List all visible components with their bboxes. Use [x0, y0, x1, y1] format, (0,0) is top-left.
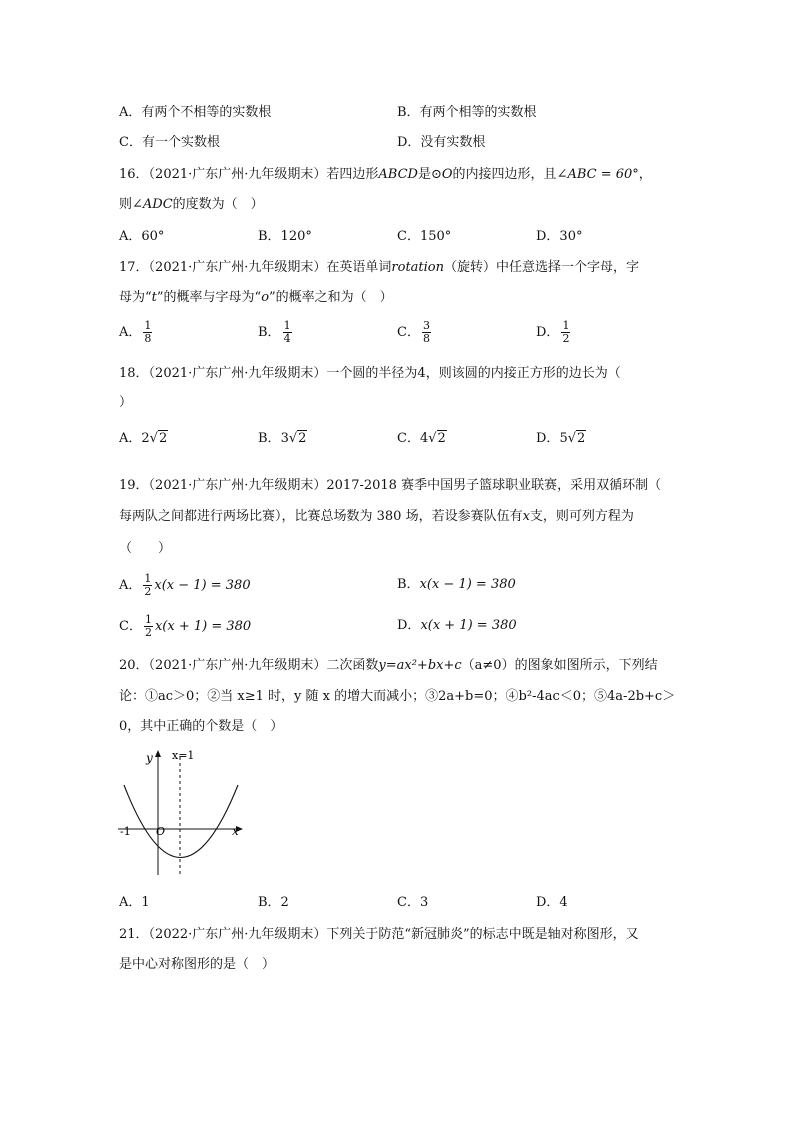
q20-text: 20．（2021·广东广州·九年级期末）二次函数: [119, 658, 379, 673]
q19-line3: （ ）: [119, 541, 172, 556]
option-label: A．: [119, 431, 142, 446]
denominator: 8: [144, 332, 152, 345]
radicand: 2: [577, 431, 586, 446]
q20-line2: 论：①ac＞0；②当 x≥1 时，y 随 x 的增大而减小；③2a+b=0；④b²-4ac＜0；⑤4a-2b+c＞: [119, 689, 676, 704]
y-axis-arrow: [155, 750, 161, 757]
q19-line2: [119, 508, 634, 526]
q17-line1: [119, 259, 639, 277]
q18-option-a: [119, 430, 168, 448]
radicand: 2: [158, 431, 168, 446]
q16-line1: [119, 166, 652, 184]
q15-option-a: A．有两个不相等的实数根: [119, 105, 272, 120]
option-label: C．: [397, 431, 420, 446]
radicand: 2: [437, 431, 446, 446]
q16-text: 的内接四边形，且: [452, 167, 557, 182]
q16-text: 是: [417, 167, 431, 182]
sqrt: √2: [428, 431, 446, 446]
expression: x(x + 1) = 380: [420, 618, 517, 633]
fraction: [422, 320, 431, 345]
parabola-curve: [124, 785, 238, 858]
q17-text: 母为“: [119, 290, 152, 305]
numerator: 1: [144, 613, 152, 626]
sqrt: √2: [567, 431, 586, 446]
q17-text: ”的概率之和为（ ）: [269, 290, 393, 305]
q16-text: 则: [119, 197, 133, 212]
coefficient: 3: [280, 431, 289, 446]
denominator: 8: [422, 332, 430, 345]
q19-variable-x: x: [522, 509, 530, 524]
option-label: A．: [119, 578, 142, 593]
numerator: 1: [562, 319, 570, 332]
sqrt: √2: [149, 431, 168, 446]
q16-option-d: D．30°: [536, 229, 583, 244]
q20-option-a: A．1: [119, 895, 150, 910]
q16-option-a: A．60°: [119, 229, 165, 244]
q17-option-a: [119, 320, 154, 345]
q18-option-d: [536, 430, 586, 448]
q19-text: 每两队之间都进行两场比赛），比赛总场数为 380 场，若设参赛队伍有: [119, 509, 523, 524]
q19-line1: 19．（2021·广东广州·九年级期末）2017-2018 赛季中国男子篮球职业联赛，采用双循环制（: [119, 478, 662, 493]
q18-radius: 4: [417, 366, 426, 381]
q17-text: （旋转）中任意选择一个字母，字: [444, 260, 640, 275]
origin-label: O: [156, 825, 166, 838]
denominator: 4: [283, 332, 291, 345]
coefficient: 5: [559, 431, 568, 446]
option-label: B．: [258, 325, 281, 340]
y-axis-label: y: [146, 751, 153, 765]
q17-letter-t: t: [151, 290, 157, 305]
numerator: 1: [283, 319, 291, 332]
fraction: [143, 320, 152, 345]
q20-option-d: D．4: [536, 895, 568, 910]
numerator: 1: [144, 319, 152, 332]
fraction: [144, 614, 153, 639]
option-label: B．: [397, 577, 420, 592]
option-label: D．: [397, 618, 421, 633]
q16-text: 的度数为（ ）: [172, 197, 264, 212]
q19-option-d: [397, 617, 517, 635]
radicand: 2: [298, 431, 307, 446]
q20-function: y=ax²+bx+c: [378, 658, 462, 673]
q17-line2: [119, 289, 393, 307]
q15-option-c: C．有一个实数根: [119, 135, 220, 150]
q16-line2: [119, 196, 264, 214]
q17-option-b: [258, 320, 294, 345]
coefficient: 2: [141, 431, 150, 446]
q20-option-b: B．2: [258, 895, 289, 910]
q20-line3: 0，其中正确的个数是（ ）: [119, 719, 284, 734]
symmetry-line-label: x=1: [172, 749, 195, 762]
x-axis-label: x: [232, 824, 239, 838]
expression: x(x + 1) = 380: [154, 619, 252, 634]
q17-text: 17．（2021·广东广州·九年级期末）在英语单词: [119, 260, 392, 275]
option-label: C．: [119, 619, 142, 634]
q19-option-a: [119, 573, 251, 598]
q16-angle-abc: ∠ABC = 60°: [556, 167, 639, 182]
option-label: D．: [536, 325, 560, 340]
denominator: 2: [144, 626, 152, 639]
q19-option-c: [119, 614, 251, 639]
q16-text: 16．（2021·广东广州·九年级期末）若四边形: [119, 167, 379, 182]
q20-parabola-graph: [110, 745, 260, 880]
q17-option-d: [536, 320, 572, 345]
q16-angle-adc: ∠ADC: [132, 197, 173, 212]
q17-option-c: [397, 320, 433, 345]
option-label: D．: [536, 431, 560, 446]
denominator: 2: [562, 332, 570, 345]
q20-text: 的图象如图所示，下列结: [514, 658, 658, 673]
q20-line1: [119, 657, 658, 675]
q18-option-c: [397, 430, 447, 448]
q15-option-b: B．有两个相等的实数根: [397, 105, 537, 120]
fraction: [143, 573, 152, 598]
option-label: C．: [397, 325, 420, 340]
q19-text: 支，则可列方程为: [529, 509, 634, 524]
q21-line1: 21．（2022·广东广州·九年级期末）下列关于防范“新冠肺炎”的标志中既是轴对称图形，又: [119, 927, 639, 942]
q20-option-c: C．3: [397, 895, 429, 910]
q15-option-d: D．没有实数根: [397, 135, 486, 150]
q18-option-b: [258, 430, 307, 448]
q18-line2: ）: [119, 395, 133, 410]
q18-text: ，则该圆的内接正方形的边长为（: [425, 366, 621, 381]
fraction: [283, 320, 292, 345]
q17-letter-o: o: [261, 290, 270, 305]
sqrt: √2: [288, 431, 307, 446]
expression: x(x − 1) = 380: [154, 578, 251, 593]
q18-line1: [119, 365, 621, 383]
q20-condition: （a≠0）: [461, 658, 515, 673]
expression: x(x − 1) = 380: [419, 577, 516, 592]
option-label: A．: [119, 325, 142, 340]
numerator: 1: [144, 572, 152, 585]
numerator: 3: [422, 319, 430, 332]
denominator: 2: [144, 585, 152, 598]
q17-word: rotation: [391, 260, 445, 275]
q16-text: ，: [638, 167, 652, 182]
option-label: B．: [258, 431, 281, 446]
q16-abcd: ABCD: [378, 167, 418, 182]
neg-one-label: -1: [120, 825, 131, 838]
q18-text: 18．（2021·广东广州·九年级期末）一个圆的半径为: [119, 366, 418, 381]
coefficient: 4: [419, 431, 429, 446]
q17-text: ”的概率与字母为“: [156, 290, 262, 305]
q16-option-c: C．150°: [397, 229, 452, 244]
fraction: [561, 320, 570, 345]
q19-option-b: [397, 576, 516, 594]
q21-line2: 是中心对称图形的是（ ）: [119, 957, 276, 972]
q16-option-b: B．120°: [258, 229, 312, 244]
q16-circle-o: ⊙O: [430, 167, 453, 182]
